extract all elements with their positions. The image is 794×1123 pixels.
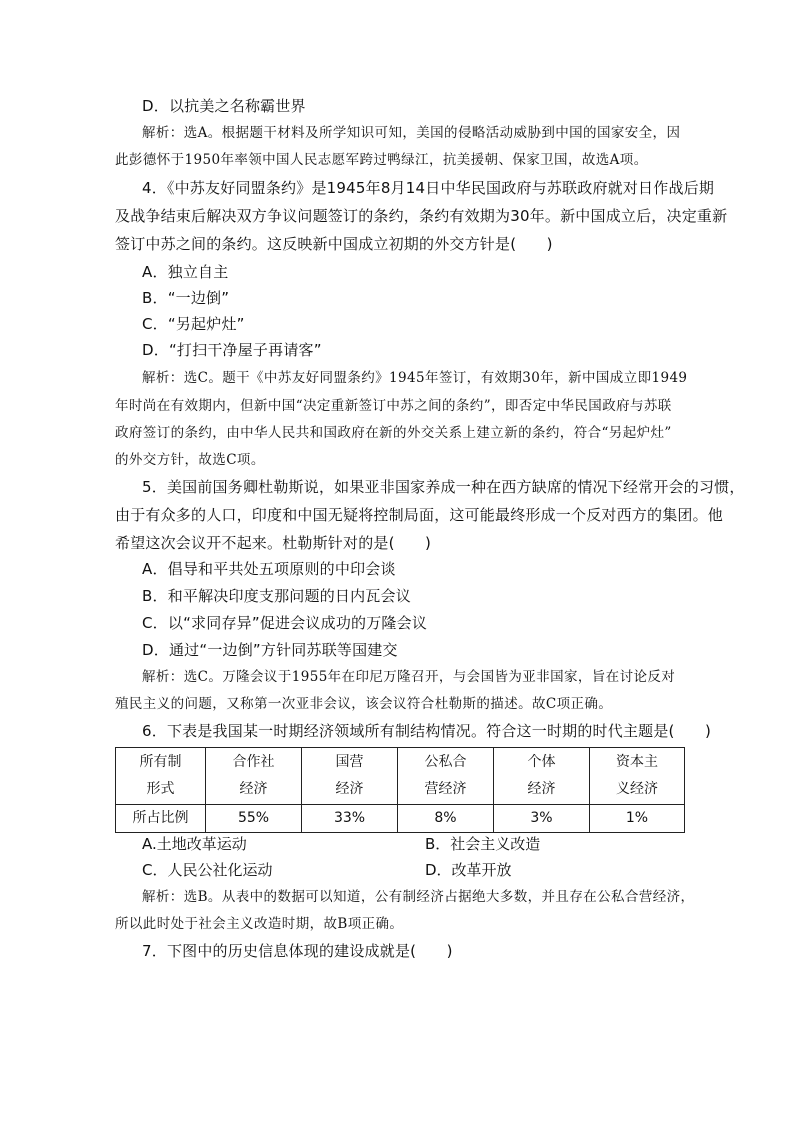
q6-analysis-line-1: 解析：选B。从表中的数据可以知道，公有制经济占据绝大多数，并且存在公私合营经济， bbox=[142, 889, 695, 905]
table-header-cooperative-line-1: 合作社 bbox=[232, 754, 275, 770]
table-header-capitalist-line-2: 义经济 bbox=[616, 781, 658, 797]
ownership-structure-table bbox=[115, 747, 685, 833]
table-header-individual bbox=[494, 748, 590, 805]
q5-stem-line-3: 希望这次会议开不起来。杜勒斯针对的是( ) bbox=[115, 534, 432, 552]
q4-analysis-line-4: 的外交方针，故选C项。 bbox=[115, 452, 265, 468]
q5-option-b: B．和平解决印度支那问题的日内瓦会议 bbox=[142, 587, 411, 605]
table-row-label: 所占比例 bbox=[116, 805, 206, 833]
q5-option-c: C．以“求同存异”促进会议成功的万隆会议 bbox=[142, 614, 428, 632]
table-header-state-owned-line-1: 国营 bbox=[335, 754, 364, 770]
table-header-joint-state-private bbox=[398, 748, 494, 805]
q3-analysis-line-1: 解析：选A。根据题干材料及所学知识可知，美国的侵略活动威胁到中国的国家安全，因 bbox=[142, 125, 681, 141]
table-header-ownership-form-line-1: 所有制 bbox=[139, 754, 182, 770]
q6-option-a: A.土地改革运动 bbox=[142, 835, 247, 853]
table-cell-state-owned-share: 33% bbox=[302, 805, 398, 833]
q6-option-b: B．社会主义改造 bbox=[425, 835, 541, 853]
q4-stem-line-3: 签订中苏之间的条约。这反映新中国成立初期的外交方针是( ) bbox=[115, 235, 553, 253]
q4-analysis-line-3: 政府签订的条约，由中华人民共和国政府在新的外交关系上建立新的条约，符合“另起炉灶” bbox=[115, 425, 672, 441]
table-header-joint-state-private-line-1: 公私合 bbox=[424, 754, 467, 770]
table-header-individual-line-2: 经济 bbox=[527, 781, 556, 797]
q4-stem-line-2: 及战争结束后解决双方争议问题签订的条约，条约有效期为30年。新中国成立后，决定重新 bbox=[115, 207, 728, 225]
table-header-row bbox=[116, 748, 685, 805]
table-cell-individual-share: 3% bbox=[494, 805, 590, 833]
q4-option-d: D．“打扫干净屋子再请客” bbox=[142, 341, 322, 359]
q3-option-d: D．以抗美之名称霸世界 bbox=[142, 97, 306, 115]
q5-analysis-line-1: 解析：选C。万隆会议于1955年在印尼万隆召开，与会国皆为亚非国家，旨在讨论反对 bbox=[142, 669, 676, 685]
table-row bbox=[116, 805, 685, 833]
table-header-ownership-form-line-2: 形式 bbox=[146, 781, 175, 797]
q4-stem-line-1: 4．《中苏友好同盟条约》是1945年8月14日中华民国政府与苏联政府就对日作战后期 bbox=[142, 179, 715, 197]
q5-analysis-line-2: 殖民主义的问题，又称第一次亚非会议，该会议符合杜勒斯的描述。故C项正确。 bbox=[115, 696, 613, 712]
table-cell-joint-share: 8% bbox=[398, 805, 494, 833]
q4-analysis-line-2: 年时尚在有效期内，但新中国“决定重新签订中苏之间的条约”，即否定中华民国政府与苏联 bbox=[115, 398, 672, 414]
q5-option-d: D．通过“一边倒”方针同苏联等国建交 bbox=[142, 641, 398, 659]
q4-option-a: A．独立自主 bbox=[142, 263, 229, 281]
table-header-joint-state-private-line-2: 营经济 bbox=[424, 781, 467, 797]
q5-option-a: A．倡导和平共处五项原则的中印会谈 bbox=[142, 560, 396, 578]
q6-stem: 6．下表是我国某一时期经济领域所有制结构情况。符合这一时期的时代主题是( ) bbox=[142, 722, 712, 740]
q5-stem-line-2: 由于有众多的人口，印度和中国无疑将控制局面，这可能最终形成一个反对西方的集团。他 bbox=[115, 506, 724, 524]
table-cell-capitalist-share: 1% bbox=[590, 805, 685, 833]
q6-analysis-line-2: 所以此时处于社会主义改造时期，故B项正确。 bbox=[115, 916, 404, 932]
q3-analysis-line-2: 此彭德怀于1950年率领中国人民志愿军跨过鸭绿江，抗美援朝、保家卫国，故选A项。 bbox=[115, 152, 648, 168]
table-header-state-owned-line-2: 经济 bbox=[335, 781, 364, 797]
q4-analysis-line-1: 解析：选C。题干《中苏友好同盟条约》1945年签订，有效期30年，新中国成立即1949 bbox=[142, 370, 688, 386]
table-header-state-owned bbox=[302, 748, 398, 805]
q5-stem-line-1: 5．美国前国务卿杜勒斯说，如果亚非国家养成一种在西方缺席的情况下经常开会的习惯， bbox=[142, 478, 745, 496]
table-header-cooperative bbox=[206, 748, 302, 805]
q7-stem: 7．下图中的历史信息体现的建设成就是( ) bbox=[142, 942, 453, 960]
q4-option-c: C．“另起炉灶” bbox=[142, 315, 245, 333]
table-header-cooperative-line-2: 经济 bbox=[239, 781, 268, 797]
table-header-individual-line-1: 个体 bbox=[527, 754, 556, 770]
table-header-ownership-form bbox=[116, 748, 206, 805]
q4-option-b: B．“一边倒” bbox=[142, 289, 230, 307]
table-header-capitalist-line-1: 资本主 bbox=[616, 754, 658, 770]
q6-option-c: C．人民公社化运动 bbox=[142, 861, 273, 879]
q6-option-d: D．改革开放 bbox=[425, 861, 512, 879]
table-header-capitalist bbox=[590, 748, 685, 805]
table-cell-cooperative-share: 55% bbox=[206, 805, 302, 833]
